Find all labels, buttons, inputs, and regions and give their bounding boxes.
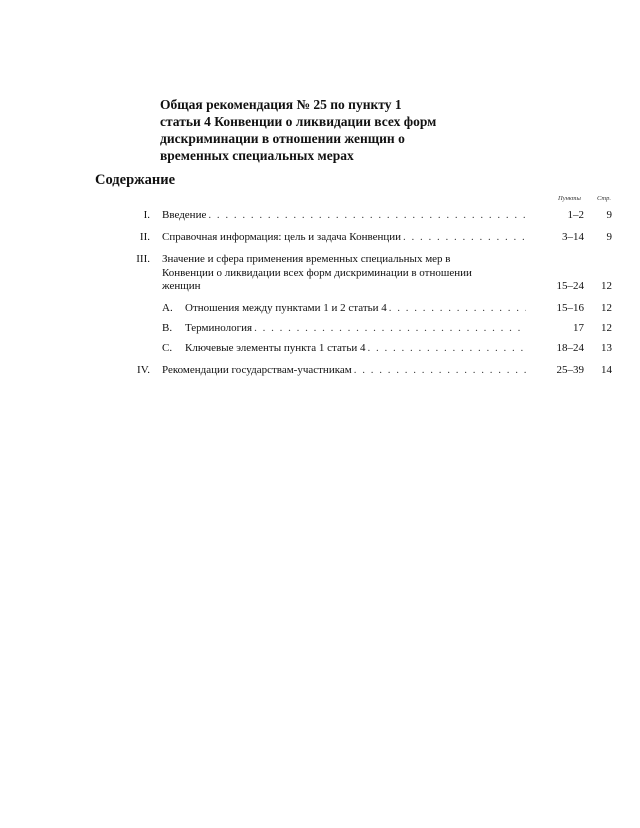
contents-heading: Содержание — [95, 172, 176, 188]
entry-text: Рекомендации государствам-участникам — [162, 364, 352, 376]
entry-letter: A. — [162, 302, 173, 314]
entry-text-line: женщин — [162, 280, 201, 292]
title-line: Общая рекомендация № 25 по пункту 1 — [160, 97, 402, 112]
entry-page: 9 — [606, 231, 612, 243]
entry-paragraphs: 17 — [573, 322, 584, 334]
entry-number: III. — [136, 253, 150, 265]
title-line: временных специальных мерах — [160, 148, 354, 163]
entry-page: 12 — [601, 322, 612, 334]
dot-leader — [389, 302, 526, 316]
entry-paragraphs: 15–16 — [556, 302, 584, 314]
document-title — [160, 96, 436, 164]
entry-number: I. — [143, 209, 150, 221]
entry-paragraphs: 15–24 — [556, 280, 584, 292]
entry-text: Ключевые элементы пункта 1 статьи 4 — [185, 342, 366, 354]
entry-letter: C. — [162, 342, 173, 354]
entry-letter: B. — [162, 322, 173, 334]
dot-leader — [403, 231, 526, 245]
entry-paragraphs: 18–24 — [556, 342, 584, 354]
dot-leader — [354, 364, 526, 378]
title-line: статьи 4 Конвенции о ликвидации всех форм — [160, 114, 437, 129]
entry-text: Справочная информация: цель и задача Конвенции — [162, 231, 402, 243]
entry-page: 12 — [601, 280, 612, 292]
entry-number: IV. — [137, 364, 150, 376]
entry-paragraphs: 1–2 — [567, 209, 584, 221]
title-line: дискриминации в отношении женщин о — [160, 131, 405, 146]
entry-page: 14 — [601, 364, 612, 376]
entry-page: 12 — [601, 302, 612, 314]
entry-page: 13 — [601, 342, 612, 354]
entry-paragraphs: 25–39 — [556, 364, 584, 376]
entry-text-line: Конвенции о ликвидации всех форм дискриминации в отношении — [162, 266, 472, 279]
paragraphs-column-header: Пункты — [558, 195, 581, 202]
entry-number: II. — [139, 231, 150, 243]
entry-text: Терминология — [185, 322, 253, 334]
page-column-header: Стр. — [597, 195, 611, 202]
entry-text: Отношения между пунктами 1 и 2 статьи 4 — [185, 302, 387, 314]
dot-leader — [208, 209, 526, 223]
entry-paragraphs: 3–14 — [562, 231, 584, 243]
entry-page: 9 — [606, 209, 612, 221]
entry-text-line: Значение и сфера применения временных специальных мер в — [162, 253, 451, 265]
dot-leader — [254, 322, 526, 336]
entry-text: Введение — [162, 209, 207, 221]
dot-leader — [368, 342, 526, 356]
